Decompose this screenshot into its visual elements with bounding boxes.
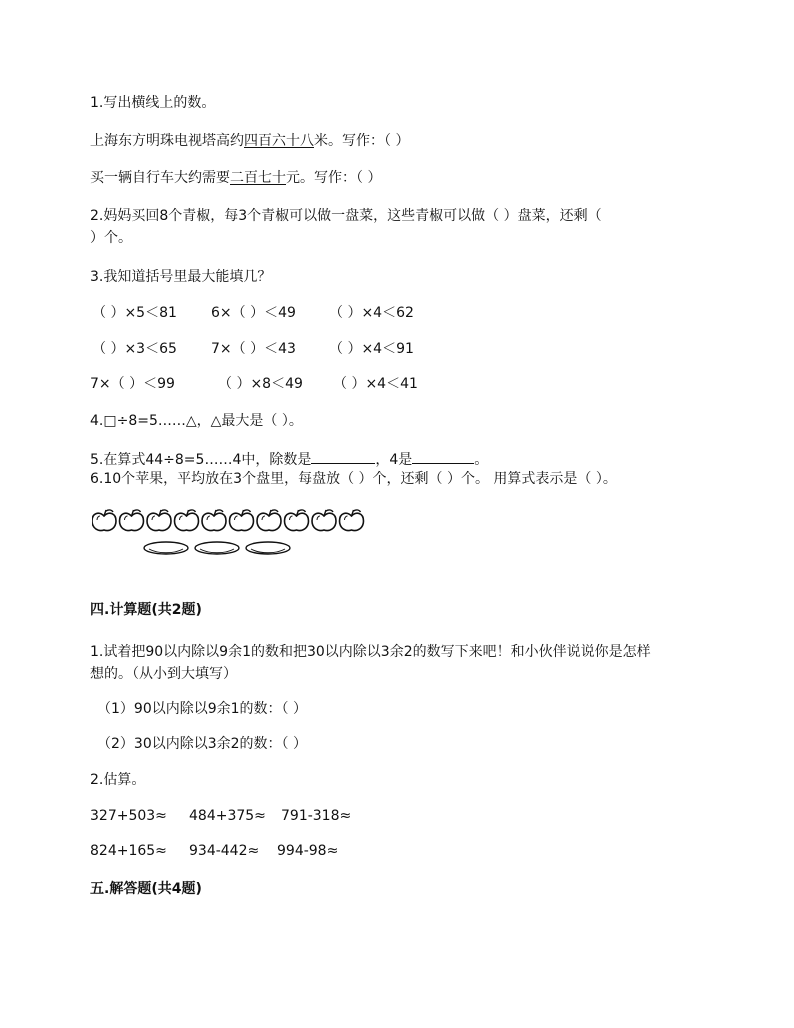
est-r2-c2: 934-442≈ [189,843,260,859]
q1-line-a [90,132,409,150]
apple-icon [285,510,309,531]
q1-title: 1.写出横线上的数。 [90,95,216,111]
plate-icon [144,542,188,554]
apple-icon [92,510,116,531]
s4-q1-part-a: （1）90以内除以9余1的数：（ ） [97,701,307,717]
est-r2-c1: 824+165≈ [90,843,167,859]
q2-line2: ）个。 [90,230,132,246]
q5-blank-1[interactable] [311,449,375,464]
s4-q2-title: 2.估算。 [90,772,146,788]
q3-r2-c2: 7×（ ）＜43 [211,341,296,357]
q5-part3: 。 [474,452,489,468]
q3-title: 3.我知道括号里最大能填几？ [90,269,272,285]
apple-icon [202,510,226,531]
q2-line1: 2.妈妈买回8个青椒，每3个青椒可以做一盘菜，这些青椒可以做（ ）盘菜，还剩（ [90,208,602,224]
apple-icon [230,510,254,531]
q5-part1: 5.在算式44÷8=5……4中，除数是 [90,452,312,468]
q1-b-suffix: 元。写作：（ ） [286,170,382,186]
plate-icon [195,542,239,554]
apple-icon [147,510,171,531]
apples-plates-illustration [92,508,392,568]
q3-r3-c2: （ ）×8＜49 [218,376,303,392]
q1-a-underlined: 四百六十八 [244,133,314,149]
q5-blank-2[interactable] [412,449,474,464]
q1-line-b [90,169,381,187]
s4-q1-line1: 1.试着把90以内除以9余1的数和把30以内除以3余2的数写下来吧！和小伙伴说说你是怎样 [90,644,651,660]
est-r1-c2: 484+375≈ [189,808,266,824]
apple-icon [257,510,281,531]
est-r1-c1: 327+503≈ [90,808,167,824]
q5-part2: ，4是 [375,452,413,468]
q5-line [90,449,488,469]
s4-q1-line2: 想的。（从小到大填写） [90,666,237,682]
plate-icon [246,542,290,554]
q4-text: 4.□÷8=5……△，△最大是（ ）。 [90,413,303,429]
section5-title: 五.解答题(共4题) [90,881,202,897]
q3-r3-c1: 7×（ ）＜99 [90,376,175,392]
q3-r2-c3: （ ）×4＜91 [329,341,414,357]
est-r2-c3: 994-98≈ [277,843,339,859]
q3-r1-c3: （ ）×4＜62 [329,305,414,321]
s4-q1-part-b: （2）30以内除以3余2的数：（ ） [97,736,307,752]
section4-title: 四.计算题(共2题) [90,602,202,618]
est-r1-c3: 791-318≈ [281,808,352,824]
q3-r1-c2: 6×（ ）＜49 [211,305,296,321]
q3-r2-c1: （ ）×3＜65 [92,341,177,357]
q1-b-prefix: 买一辆自行车大约需要 [90,170,230,186]
apple-icon [175,510,199,531]
apple-icon [120,510,144,531]
q1-a-prefix: 上海东方明珠电视塔高约 [90,133,244,149]
apple-icon [340,510,364,531]
q1-a-suffix: 米。写作：（ ） [314,133,410,149]
q1-b-underlined: 二百七十 [230,170,286,186]
apple-icon [312,510,336,531]
q3-r1-c1: （ ）×5＜81 [92,305,177,321]
q3-r3-c3: （ ）×4＜41 [333,376,418,392]
q6-text: 6.10个苹果，平均放在3个盘里，每盘放（ ）个，还剩（ ）个。 用算式表示是（ ）。 [90,471,617,487]
